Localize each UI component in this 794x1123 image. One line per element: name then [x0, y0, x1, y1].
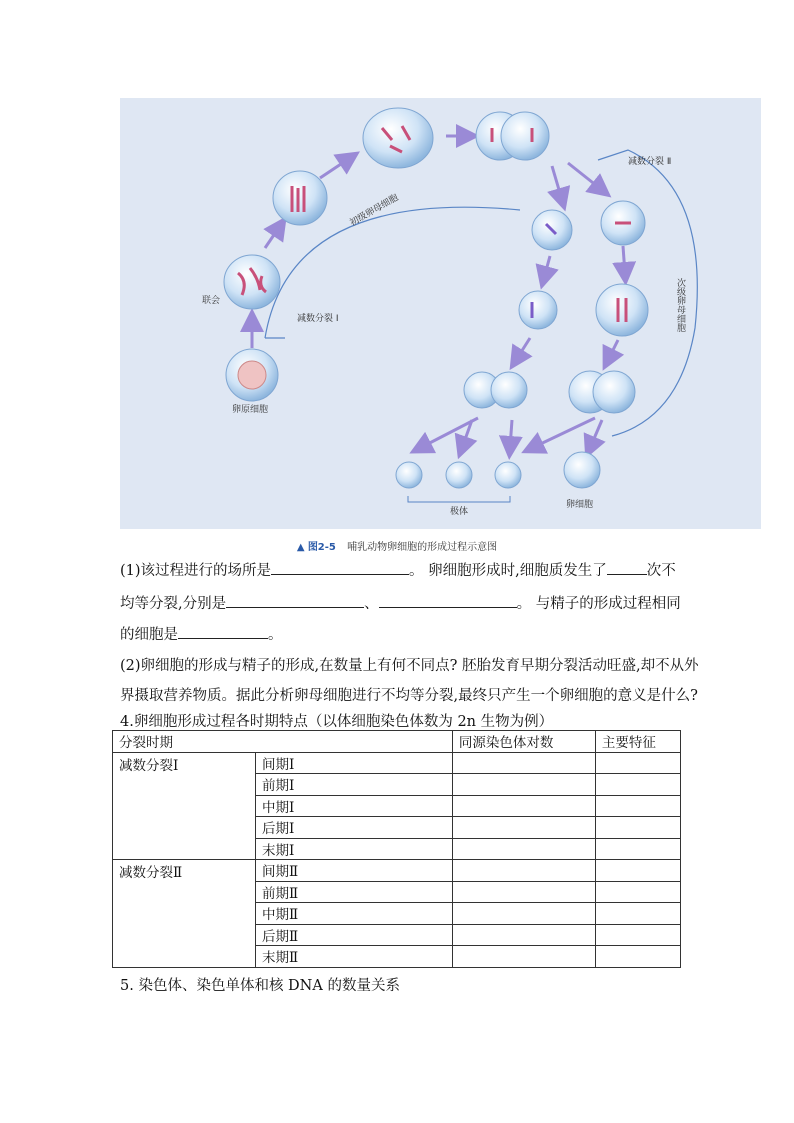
q1-text-d: 均等分裂,分别是	[120, 596, 227, 612]
phase-cell: 中期Ⅰ	[256, 795, 453, 817]
label-oogonium: 卵原细胞	[232, 405, 269, 415]
question-2-line2: 界摄取营养物质。据此分析卵母细胞进行不均等分裂,最终只产生一个卵细胞的意义是什么?	[120, 688, 698, 704]
oogenesis-diagram	[120, 98, 761, 529]
phase-cell: 前期Ⅱ	[256, 881, 453, 903]
answer-blank-first[interactable]	[226, 593, 364, 608]
q1-text-c: 次不	[646, 563, 676, 579]
cell-secondary-metaphase	[596, 284, 648, 336]
answer-cell[interactable]	[595, 752, 680, 774]
answer-cell[interactable]	[452, 752, 595, 774]
answer-cell[interactable]	[595, 881, 680, 903]
group-meiosis1: 减数分裂Ⅰ	[113, 752, 256, 860]
answer-cell[interactable]	[595, 903, 680, 925]
label-meiosis2: 减数分裂 Ⅱ	[628, 157, 672, 167]
answer-cell[interactable]	[452, 924, 595, 946]
phase-cell: 后期Ⅰ	[256, 817, 453, 839]
table-row	[113, 860, 681, 882]
question-1-line1	[120, 560, 680, 581]
question-2-line1: (2)卵细胞的形成与精子的形成,在数量上有何不同点? 胚胎发育早期分裂活动旺盛,却不从外	[120, 658, 699, 674]
label-secondary-oocyte: 次级卵母细胞	[675, 278, 685, 332]
cell-dividing-1	[476, 112, 549, 160]
answer-cell[interactable]	[595, 817, 680, 839]
q1-text-g: 的细胞是	[120, 627, 178, 643]
q1-text-h: 。	[268, 627, 283, 643]
phase-cell: 前期Ⅰ	[256, 774, 453, 796]
answer-cell[interactable]	[452, 817, 595, 839]
phase-cell: 间期Ⅱ	[256, 860, 453, 882]
section-5-title: 5. 染色体、染色单体和核 DNA 的数量关系	[120, 978, 400, 994]
answer-cell[interactable]	[595, 838, 680, 860]
caption-number: 图2-5	[307, 542, 336, 553]
cell-polar-body-1	[532, 210, 572, 250]
cell-primary-2	[363, 108, 433, 168]
phase-cell: 间期Ⅰ	[256, 752, 453, 774]
cell-synapsis	[224, 255, 280, 309]
phase-cell: 末期Ⅱ	[256, 946, 453, 968]
q1-text-a: (1)该过程进行的场所是	[120, 563, 272, 579]
cell-oogonium	[226, 349, 278, 401]
phase-cell: 后期Ⅱ	[256, 924, 453, 946]
oogenesis-figure	[120, 98, 761, 529]
answer-cell[interactable]	[452, 860, 595, 882]
label-synapsis: 联会	[202, 296, 221, 306]
answer-cell[interactable]	[595, 774, 680, 796]
q1-text-b: 。 卵细胞形成时,细胞质发生了	[409, 563, 607, 579]
answer-blank-location[interactable]	[271, 560, 409, 575]
answer-blank-second[interactable]	[379, 593, 517, 608]
cell-secondary-oocyte	[601, 201, 645, 245]
answer-cell[interactable]	[595, 924, 680, 946]
table-row	[113, 752, 681, 774]
answer-cell[interactable]	[595, 946, 680, 968]
question-1-line2	[120, 593, 680, 614]
answer-blank-same-cell[interactable]	[178, 624, 268, 639]
cell-polar-body-2	[519, 291, 557, 329]
cell-dividing-egg	[569, 371, 635, 413]
answer-cell[interactable]	[595, 860, 680, 882]
answer-cell[interactable]	[452, 946, 595, 968]
question-1-line3	[120, 624, 680, 645]
answer-cell[interactable]	[452, 838, 595, 860]
label-polar-body: 极体	[450, 507, 469, 517]
section-4-title: 4.卵细胞形成过程各时期特点（以体细胞染色体数为 2n 生物为例）	[120, 714, 554, 730]
answer-blank-count[interactable]	[607, 560, 647, 575]
group-meiosis2: 减数分裂Ⅱ	[113, 860, 256, 968]
caption-marker: ▲	[296, 542, 305, 553]
phase-cell: 末期Ⅰ	[256, 838, 453, 860]
table-header-row	[113, 731, 681, 753]
polar-body-bracket	[408, 496, 510, 502]
cell-dividing-polar	[464, 372, 527, 408]
figure-caption	[0, 538, 794, 553]
label-meiosis1: 减数分裂 Ⅰ	[297, 314, 339, 324]
answer-cell[interactable]	[452, 903, 595, 925]
label-primary-oocyte: 初级卵母细胞	[348, 192, 401, 229]
header-stage: 分裂时期	[113, 731, 453, 753]
answer-cell[interactable]	[452, 774, 595, 796]
polar-bodies	[396, 462, 521, 488]
answer-cell[interactable]	[595, 795, 680, 817]
header-homolog-pairs: 同源染色体对数	[452, 731, 595, 753]
caption-text: 哺乳动物卵细胞的形成过程示意图	[347, 542, 498, 553]
answer-cell[interactable]	[452, 795, 595, 817]
phase-cell: 中期Ⅱ	[256, 903, 453, 925]
stage-table	[112, 730, 681, 968]
header-features: 主要特征	[595, 731, 680, 753]
label-egg: 卵细胞	[566, 500, 594, 510]
answer-cell[interactable]	[452, 881, 595, 903]
cell-primary-1	[273, 171, 327, 225]
q1-text-f: 。 与精子的形成过程相同	[516, 596, 681, 612]
cell-egg	[564, 452, 600, 488]
q1-text-e: 、	[364, 596, 379, 612]
